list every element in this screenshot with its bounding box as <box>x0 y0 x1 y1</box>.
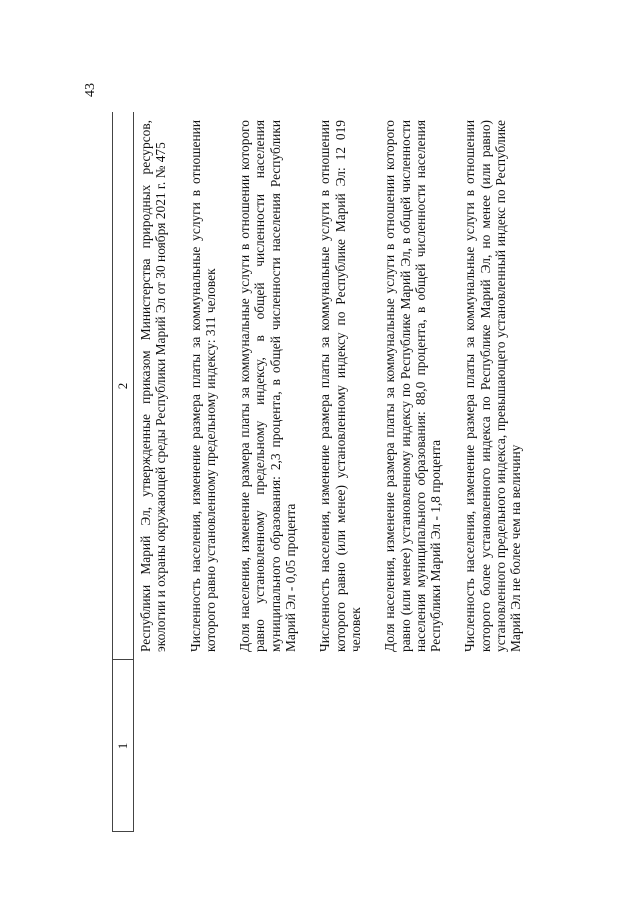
column-2-content <box>138 120 543 652</box>
table-header-row <box>112 112 134 832</box>
table-paragraph: Доля населения, изменение размера платы за коммунальные услуги в отношении которого равно установленному предельному индексу, в общей численности населения муниципального образования: 2,3 процента, в общей численности населения Республики Марий Эл - 0,05 процента <box>237 120 299 652</box>
rotated-table <box>112 112 582 832</box>
table-paragraph: Численность населения, изменение размера платы за коммунальные услуги в отношении которого более установленного индекса по Республике Марий Эл, но менее (или равно) установленного предельного индекса, превышающего установленный индекс по Республике Марий Эл не более чем на величину <box>462 120 524 652</box>
table-paragraph: Доля населения, изменение размера платы за коммунальные услуги в отношении которого равно (или менее) установленному индексу по Республике Марий Эл, в общей численности населения муниципального образования: 88,0 процента, в общей численности населения Республики Марий Эл - 1,8 процента <box>382 120 444 652</box>
column-header-2: 2 <box>115 382 130 390</box>
page-number: 43 <box>83 83 98 97</box>
table-body <box>138 112 582 832</box>
table-paragraph: Численность населения, изменение размера платы за коммунальные услуги в отношении которого равно (или менее) установленному индексу по Республике Марий Эл: 12 019 человек <box>317 120 363 652</box>
table-paragraph: Республики Марий Эл, утвержденные приказом Министерства природных ресурсов, экологии и охраны окружающей среды Республики Марий Эл от 30 ноября 2021 г. № 475 <box>138 120 169 652</box>
table-paragraph: Численность населения, изменение размера платы за коммунальные услуги в отношении которого равно установленному предельному индексу: 311 человек <box>187 120 218 652</box>
column-header-1: 1 <box>115 742 130 750</box>
